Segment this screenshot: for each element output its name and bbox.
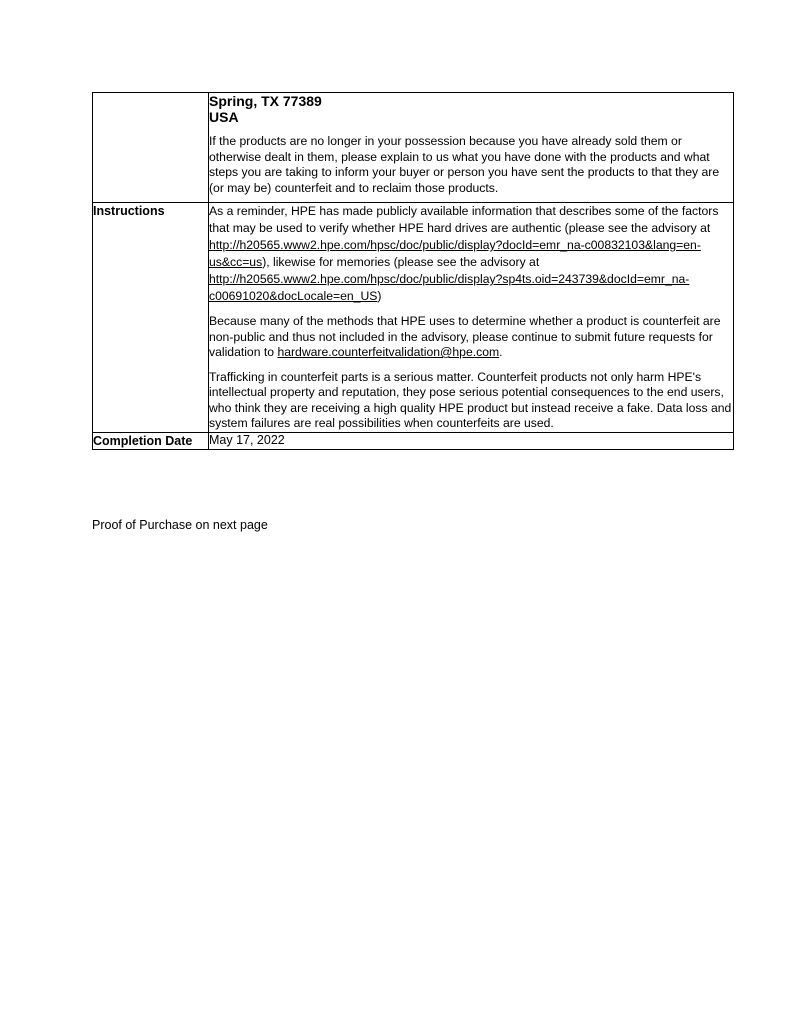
request-details-table bbox=[92, 92, 734, 450]
advisory-text-2: ), likewise for memories (please see the advisory at bbox=[262, 255, 540, 269]
proof-of-purchase-note: Proof of Purchase on next page bbox=[92, 518, 268, 532]
validation-text-2: . bbox=[499, 345, 503, 359]
instructions-paragraph-validation bbox=[209, 314, 733, 361]
instructions-label: Instructions bbox=[93, 203, 209, 433]
instructions-paragraph-trafficking: Trafficking in counterfeit parts is a serious matter. Counterfeit products not only harm HPE's intellectual property and reputation, they pose serious potential consequences to the end users, who think they are receiving a high quality HPE product but instead receive a fake. Data loss and system failures are real possibilities when counterfeits are used. bbox=[209, 369, 732, 430]
address-row bbox=[93, 93, 734, 203]
completion-row bbox=[93, 432, 734, 449]
address-cell bbox=[209, 93, 734, 203]
address-city-line: Spring, TX 77389 bbox=[209, 93, 322, 109]
advisory-text-1: As a reminder, HPE has made publicly available information that describes some of the factors that may be used to verify whether HPE hard drives are authentic (please see the advisory at bbox=[209, 204, 719, 235]
instructions-paragraph-advisory bbox=[209, 203, 733, 305]
completion-date-label: Completion Date bbox=[93, 432, 209, 449]
validation-text-1: Because many of the methods that HPE uses to determine whether a product is counterfeit are non-public and thus not included in the advisory, please continue to submit future requests for validation to bbox=[209, 314, 721, 359]
memory-advisory-link[interactable]: http://h20565.www2.hpe.com/hpsc/doc/public/display?sp4ts.oid=243739&docId=emr_na-c00691020&docLocale=en_US bbox=[209, 272, 690, 303]
advisory-text-3: ) bbox=[377, 289, 382, 303]
completion-date-value: May 17, 2022 bbox=[209, 432, 734, 449]
hard-drive-advisory-link[interactable]: http://h20565.www2.hpe.com/hpsc/doc/public/display?docId=emr_na-c00832103&lang=en-us&cc=us bbox=[209, 238, 701, 269]
address-country-line: USA bbox=[209, 109, 239, 125]
possession-note: If the products are no longer in your possession because you have already sold them or otherwise dealt in them, please explain to us what you have done with the products and what steps you are taking to inform your buyer or person you have sent the products to that they are (or may be) counterfeit and to reclaim those products. bbox=[209, 134, 720, 195]
validation-email-link[interactable]: hardware.counterfeitvalidation@hpe.com bbox=[277, 345, 500, 359]
address-label-cell bbox=[93, 93, 209, 203]
instructions-cell bbox=[209, 203, 734, 433]
instructions-row bbox=[93, 203, 734, 433]
